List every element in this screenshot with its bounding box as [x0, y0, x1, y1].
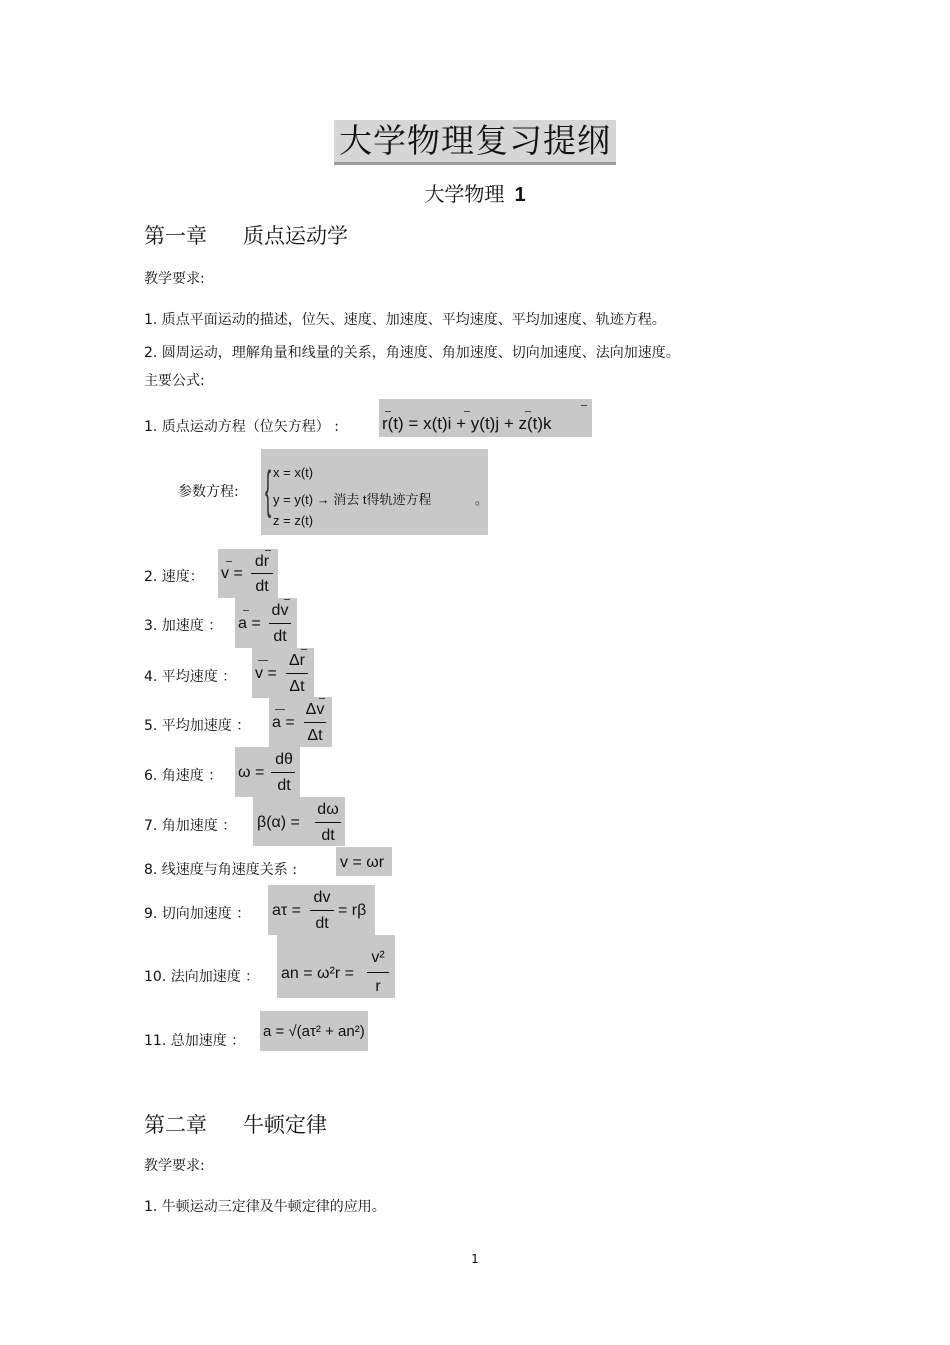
- formula-average-velocity: v = Δr Δt: [252, 648, 314, 698]
- page-number: 1: [471, 1252, 479, 1266]
- formula-label-angular-acceleration: 7. 角加速度 ：: [144, 818, 237, 834]
- chapter-2-requirement: 1. 牛顿运动三定律及牛顿定律的应用。: [144, 1199, 386, 1215]
- formula-angular-acceleration: β(α) = dω dt: [253, 797, 345, 846]
- formula-label-angular-velocity: 6. 角速度 ：: [144, 768, 223, 784]
- formula-label-position: 1. 质点运动方程（位矢方程） :: [144, 419, 339, 435]
- chapter-1-requirement: 2. 圆周运动，理解角量和线量的关系，角速度、角加速度、切向加速度、法向加速度。: [144, 345, 680, 361]
- chapter-2-requirements-label: 教学要求:: [144, 1158, 205, 1174]
- subtitle-number: 1: [514, 184, 526, 206]
- formulas-label: 主要公式:: [144, 373, 205, 389]
- formula-label-linear-angular-relation: 8. 线速度与角速度关系 :: [144, 862, 297, 878]
- formula-label-acceleration: 3. 加速度 ：: [144, 618, 223, 634]
- formula-angular-velocity: ω = dθ dt: [235, 747, 300, 797]
- chapter-2-number: 第二章: [144, 1113, 207, 1137]
- subtitle-text: 大学物理: [424, 182, 505, 206]
- chapter-2-heading: [144, 1109, 327, 1139]
- formula-label-average-velocity: 4. 平均速度 ：: [144, 669, 237, 685]
- formula-acceleration: a = dv dt: [235, 598, 297, 648]
- document-subtitle: [0, 178, 950, 207]
- chapter-1-title: 质点运动学: [243, 224, 348, 248]
- formula-average-acceleration: a = Δv Δt: [269, 697, 332, 747]
- chapter-1-number: 第一章: [144, 224, 207, 248]
- formula-label-normal-acceleration: 10. 法向加速度 ：: [144, 969, 260, 985]
- formula-velocity: v = dr dt: [218, 549, 278, 598]
- formula-label-velocity: 2. 速度：: [144, 569, 204, 585]
- formula-position-vector: r(t) = x(t)i + y(t)j + z(t)k: [379, 399, 592, 437]
- document-title: 大学物理复习提纲: [334, 120, 616, 165]
- formula-label-total-acceleration: 11. 总加速度 ：: [144, 1033, 246, 1049]
- formula-label-average-acceleration: 5. 平均加速度 ：: [144, 718, 251, 734]
- formula-linear-angular-relation: v = ωr: [336, 847, 392, 876]
- formula-tangential-acceleration: aτ = dv dt = rβ: [268, 885, 375, 935]
- formula-parametric-equations: { x = x(t) y = y(t) → 消去 t得轨迹方程 z = z(t) 。: [261, 449, 488, 535]
- formula-label-parametric: 参数方程:: [178, 484, 239, 500]
- formula-label-tangential-acceleration: 9. 切向加速度 ：: [144, 906, 251, 922]
- formula-normal-acceleration: an = ω²r = v² r: [277, 935, 395, 998]
- chapter-1-requirement: 1. 质点平面运动的描述，位矢、速度、加速度、平均速度、平均加速度、轨迹方程。: [144, 312, 666, 328]
- formula-total-acceleration: a = √(aτ² + an²): [260, 1011, 368, 1051]
- chapter-1-heading: [144, 220, 348, 250]
- chapter-2-title: 牛顿定律: [243, 1113, 327, 1137]
- chapter-1-requirements-label: 教学要求:: [144, 271, 205, 287]
